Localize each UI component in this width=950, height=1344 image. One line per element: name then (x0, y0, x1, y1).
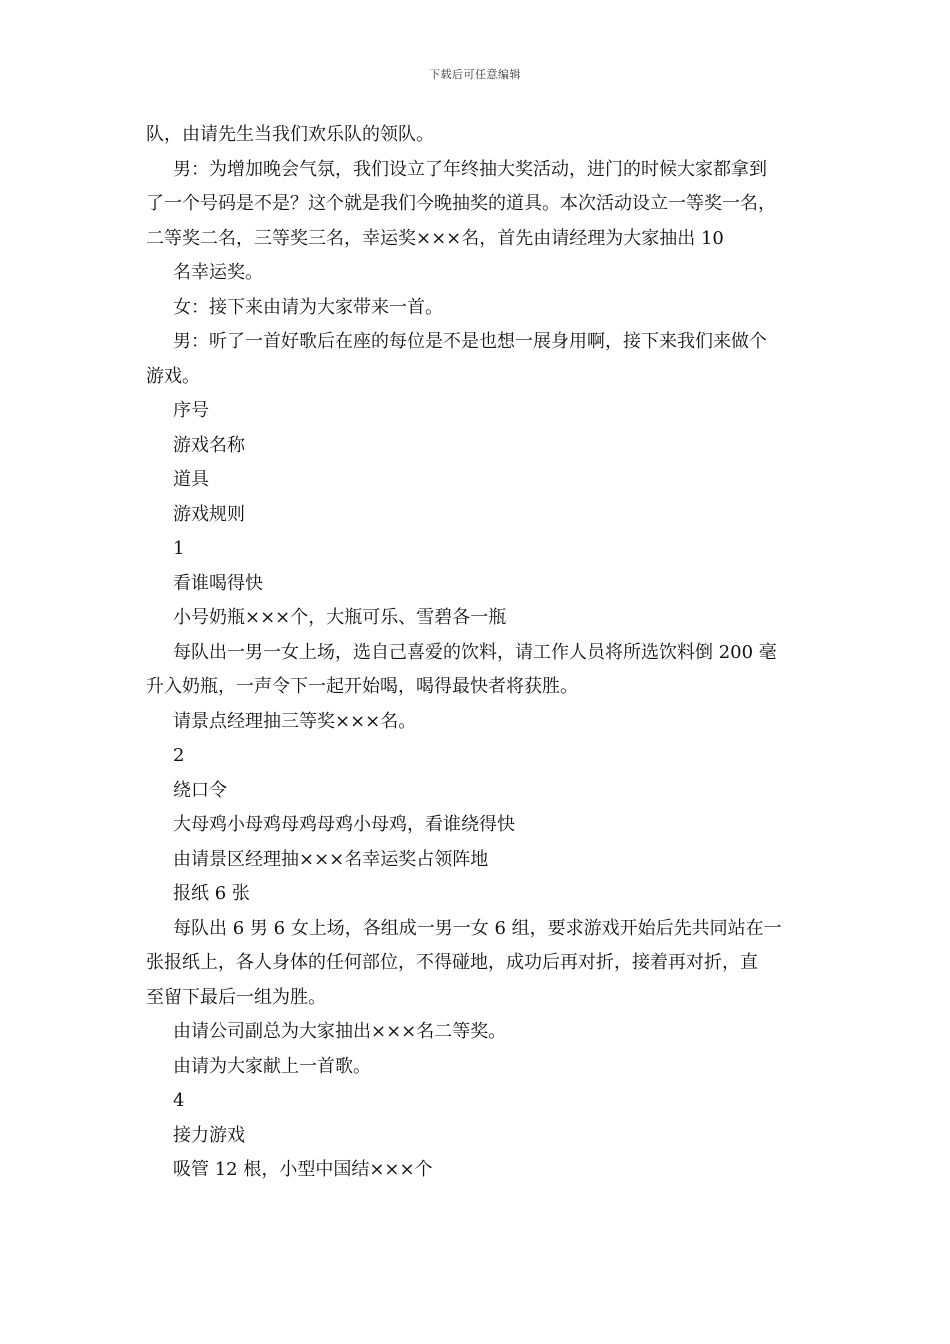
text-line: 序号 (173, 400, 209, 421)
text-line: 二等奖二名，三等奖三名，幸运奖×××名，首先由请经理为大家抽出 10 (146, 227, 724, 249)
text-line: 由请为大家献上一首歌。 (173, 1055, 371, 1077)
text-line: 2 (173, 745, 185, 766)
text-line: 4 (173, 1090, 185, 1111)
text-line: 张报纸上，各人身体的任何部位，不得碰地，成功后再对折，接着再对折，直 (146, 952, 758, 973)
text-line: 男：听了一首好歌后在座的每位是不是也想一展身用啊，接下来我们来做个 (173, 331, 767, 352)
text-line: 请景点经理抽三等奖×××名。 (173, 710, 417, 732)
text-line: 绕口令 (173, 779, 227, 801)
text-line: 每队出 6 男 6 女上场，各组成一男一女 6 组，要求游戏开始后先共同站在一 (173, 917, 782, 939)
text-line: 队，由请先生当我们欢乐队的领队。 (146, 124, 434, 145)
text-line: 报纸 6 张 (173, 883, 250, 904)
text-line: 接力游戏 (173, 1124, 245, 1146)
text-line: 由请公司副总为大家抽出×××名二等奖。 (173, 1021, 507, 1042)
text-line: 道具 (173, 469, 209, 490)
text-line: 看谁喝得快 (173, 572, 263, 594)
text-line: 女：接下来由请为大家带来一首。 (173, 296, 443, 318)
text-line: 游戏。 (146, 365, 200, 387)
text-line: 升入奶瓶，一声令下一起开始喝，喝得最快者将获胜。 (146, 676, 578, 697)
page-header-note: 下载后可任意编辑 (429, 68, 521, 81)
text-line: 由请景区经理抽×××名幸运奖占领阵地 (173, 848, 489, 870)
text-line: 小号奶瓶×××个，大瓶可乐、雪碧各一瓶 (173, 607, 507, 628)
text-line: 名幸运奖。 (173, 262, 263, 283)
text-line: 男：为增加晚会气氛，我们设立了年终抽大奖活动，进门的时候大家都拿到 (173, 158, 767, 180)
text-line: 每队出一男一女上场，选自己喜爱的饮料，请工作人员将所选饮料倒 200 毫 (173, 641, 777, 663)
text-line: 游戏规则 (173, 503, 245, 525)
text-line: 了一个号码是不是？这个就是我们今晚抽奖的道具。本次活动设立一等奖一名， (146, 193, 776, 214)
text-line: 吸管 12 根，小型中国结×××个 (173, 1159, 433, 1180)
text-line: 游戏名称 (173, 434, 245, 456)
text-line: 至留下最后一组为胜。 (146, 986, 326, 1008)
text-line: 大母鸡小母鸡母鸡母鸡小母鸡，看谁绕得快 (173, 814, 515, 835)
document-body (146, 118, 816, 1188)
text-line: 1 (173, 538, 185, 559)
